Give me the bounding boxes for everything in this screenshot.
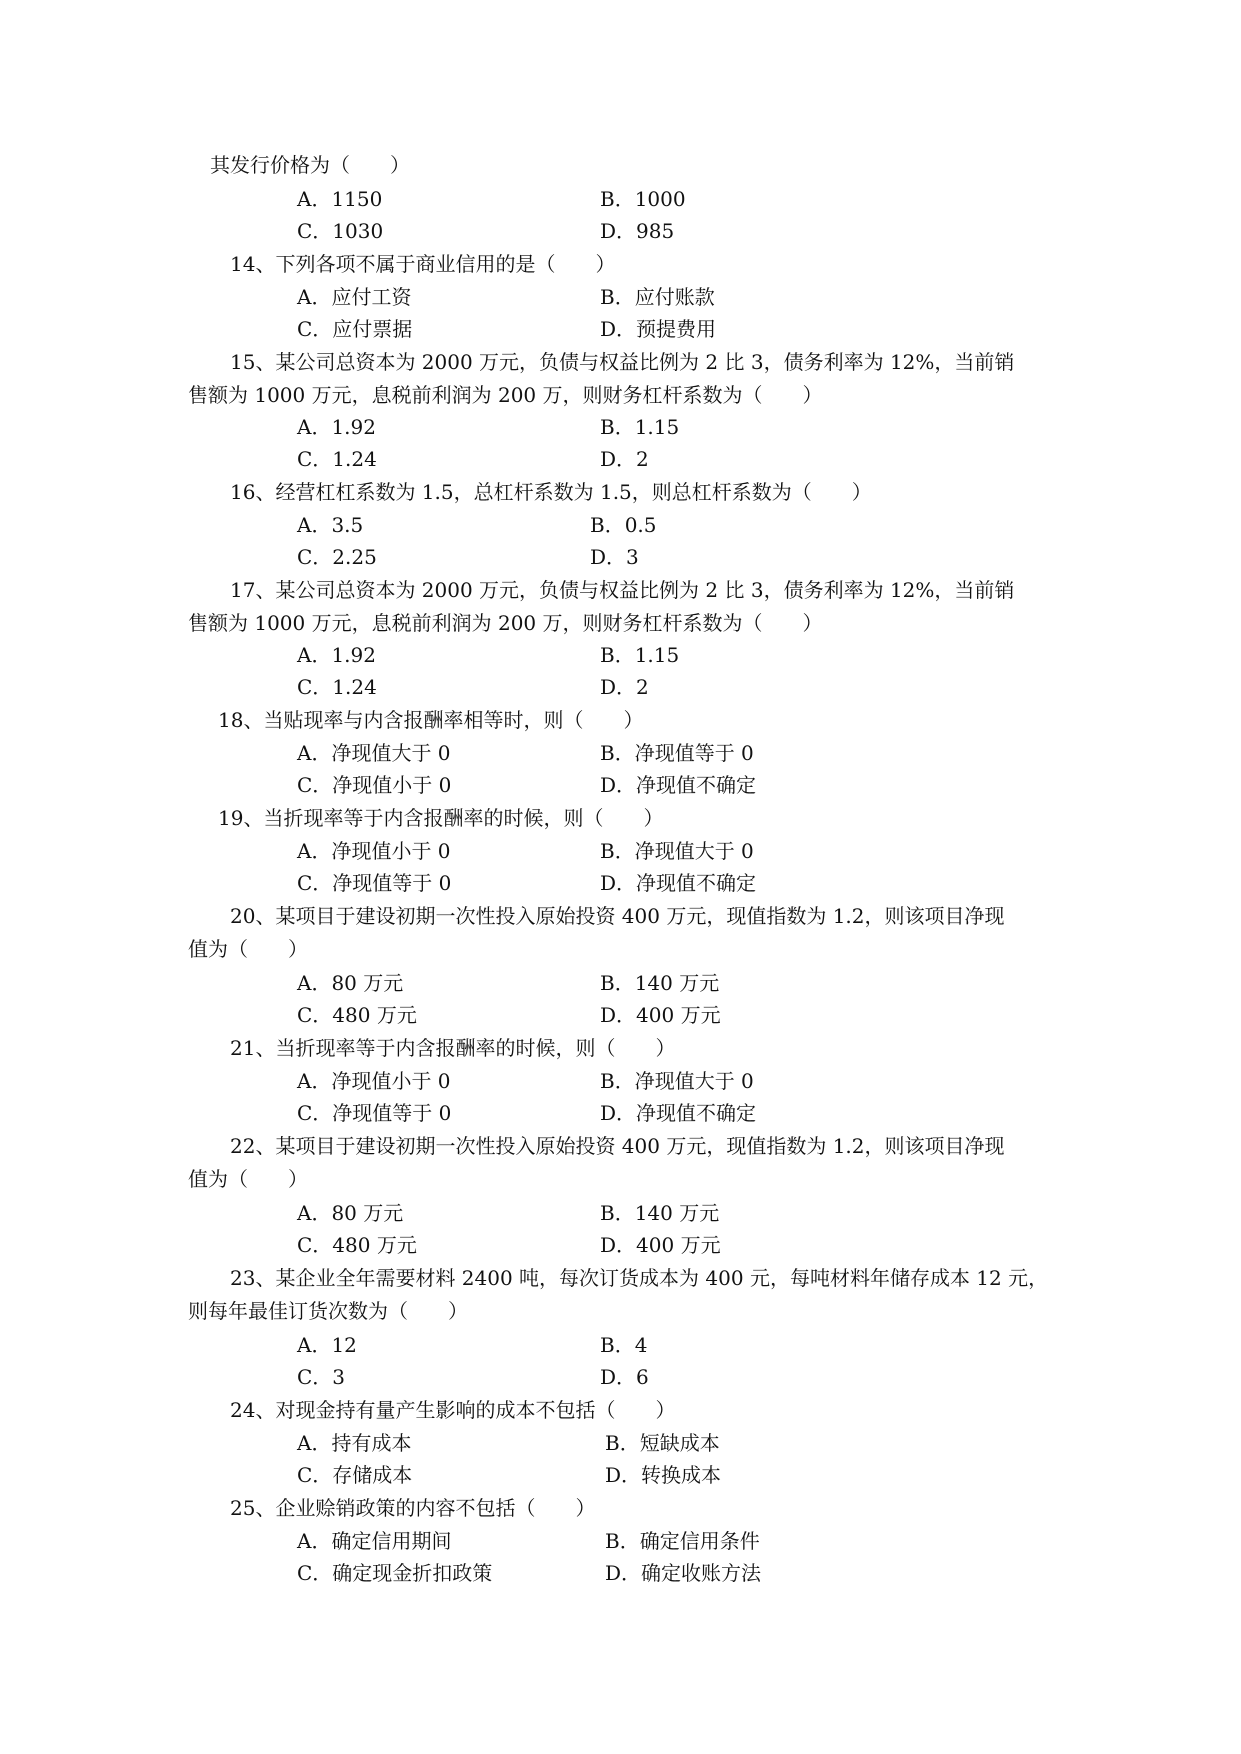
question-23-stem: 23、某企业全年需要材料 2400 吨，每次订货成本为 400 元，每吨材料年储存成本 12 元， — [230, 1266, 1049, 1290]
q20-option-b: B．140 万元 — [600, 971, 720, 995]
q22-option-c: C．480 万元 — [297, 1233, 417, 1257]
q24-option-d: D．转换成本 — [605, 1463, 722, 1487]
q15-option-c: C．1.24 — [297, 447, 377, 471]
q13-option-c: C．1030 — [297, 219, 384, 243]
q15-option-b: B．1.15 — [600, 415, 680, 439]
question-15-stem-cont: 售额为 1000 万元，息税前利润为 200 万，则财务杠杆系数为（ ） — [188, 383, 823, 407]
q25-option-d: D．确定收账方法 — [605, 1561, 762, 1585]
q20-option-c: C．480 万元 — [297, 1003, 417, 1027]
q13-option-d: D．985 — [600, 219, 675, 243]
q23-option-a: A．12 — [297, 1333, 357, 1357]
q14-option-d: D．预提费用 — [600, 317, 717, 341]
question-17-stem: 17、某公司总资本为 2000 万元，负债与权益比例为 2 比 3，债务利率为 12%，当前销 — [230, 578, 1015, 602]
q18-option-c: C．净现值小于 0 — [297, 773, 452, 797]
q21-option-a: A．净现值小于 0 — [297, 1069, 451, 1093]
q19-option-b: B．净现值大于 0 — [600, 839, 754, 863]
question-22-stem: 22、某项目于建设初期一次性投入原始投资 400 万元，现值指数为 1.2，则该项目净现 — [230, 1134, 1005, 1158]
q25-option-a: A．确定信用期间 — [297, 1529, 452, 1553]
q14-option-c: C．应付票据 — [297, 317, 413, 341]
q18-option-b: B．净现值等于 0 — [600, 741, 754, 765]
q16-option-d: D．3 — [590, 545, 639, 569]
q24-option-a: A．持有成本 — [297, 1431, 412, 1455]
q20-option-d: D．400 万元 — [600, 1003, 721, 1027]
q19-option-c: C．净现值等于 0 — [297, 871, 452, 895]
question-13-continuation: 其发行价格为（ ） — [210, 153, 410, 177]
q23-option-b: B．4 — [600, 1333, 648, 1357]
question-16-stem: 16、经营杠杠系数为 1.5，总杠杆系数为 1.5，则总杠杆系数为（ ） — [230, 480, 872, 504]
q16-option-b: B．0.5 — [590, 513, 657, 537]
q18-option-d: D．净现值不确定 — [600, 773, 757, 797]
q25-option-c: C．确定现金折扣政策 — [297, 1561, 493, 1585]
q20-option-a: A．80 万元 — [297, 971, 404, 995]
question-20-stem-cont: 值为（ ） — [188, 937, 308, 961]
q17-option-c: C．1.24 — [297, 675, 377, 699]
q14-option-a: A．应付工资 — [297, 285, 412, 309]
question-17-stem-cont: 售额为 1000 万元，息税前利润为 200 万，则财务杠杆系数为（ ） — [188, 611, 823, 635]
q22-option-d: D．400 万元 — [600, 1233, 721, 1257]
question-20-stem: 20、某项目于建设初期一次性投入原始投资 400 万元，现值指数为 1.2，则该项目净现 — [230, 904, 1005, 928]
question-18-stem: 18、当贴现率与内含报酬率相等时，则（ ） — [218, 708, 644, 732]
q17-option-b: B．1.15 — [600, 643, 680, 667]
q21-option-c: C．净现值等于 0 — [297, 1101, 452, 1125]
q23-option-d: D．6 — [600, 1365, 649, 1389]
q16-option-c: C．2.25 — [297, 545, 377, 569]
q25-option-b: B．确定信用条件 — [605, 1529, 760, 1553]
question-24-stem: 24、对现金持有量产生影响的成本不包括（ ） — [230, 1398, 676, 1422]
q21-option-b: B．净现值大于 0 — [600, 1069, 754, 1093]
question-15-stem: 15、某公司总资本为 2000 万元，负债与权益比例为 2 比 3，债务利率为 12%，当前销 — [230, 350, 1015, 374]
q24-option-c: C．存储成本 — [297, 1463, 413, 1487]
q13-option-a: A．1150 — [297, 187, 383, 211]
q15-option-a: A．1.92 — [297, 415, 376, 439]
q22-option-a: A．80 万元 — [297, 1201, 404, 1225]
question-23-stem-cont: 则每年最佳订货次数为（ ） — [188, 1299, 468, 1323]
question-25-stem: 25、企业赊销政策的内容不包括（ ） — [230, 1496, 596, 1520]
q22-option-b: B．140 万元 — [600, 1201, 720, 1225]
q19-option-a: A．净现值小于 0 — [297, 839, 451, 863]
q16-option-a: A．3.5 — [297, 513, 364, 537]
q14-option-b: B．应付账款 — [600, 285, 715, 309]
q17-option-a: A．1.92 — [297, 643, 376, 667]
q19-option-d: D．净现值不确定 — [600, 871, 757, 895]
question-22-stem-cont: 值为（ ） — [188, 1167, 308, 1191]
question-19-stem: 19、当折现率等于内含报酬率的时候，则（ ） — [218, 806, 664, 830]
q21-option-d: D．净现值不确定 — [600, 1101, 757, 1125]
q18-option-a: A．净现值大于 0 — [297, 741, 451, 765]
q23-option-c: C．3 — [297, 1365, 346, 1389]
q13-option-b: B．1000 — [600, 187, 686, 211]
q24-option-b: B．短缺成本 — [605, 1431, 720, 1455]
question-21-stem: 21、当折现率等于内含报酬率的时候，则（ ） — [230, 1036, 676, 1060]
q15-option-d: D．2 — [600, 447, 649, 471]
q17-option-d: D．2 — [600, 675, 649, 699]
question-14-stem: 14、下列各项不属于商业信用的是（ ） — [230, 252, 616, 276]
